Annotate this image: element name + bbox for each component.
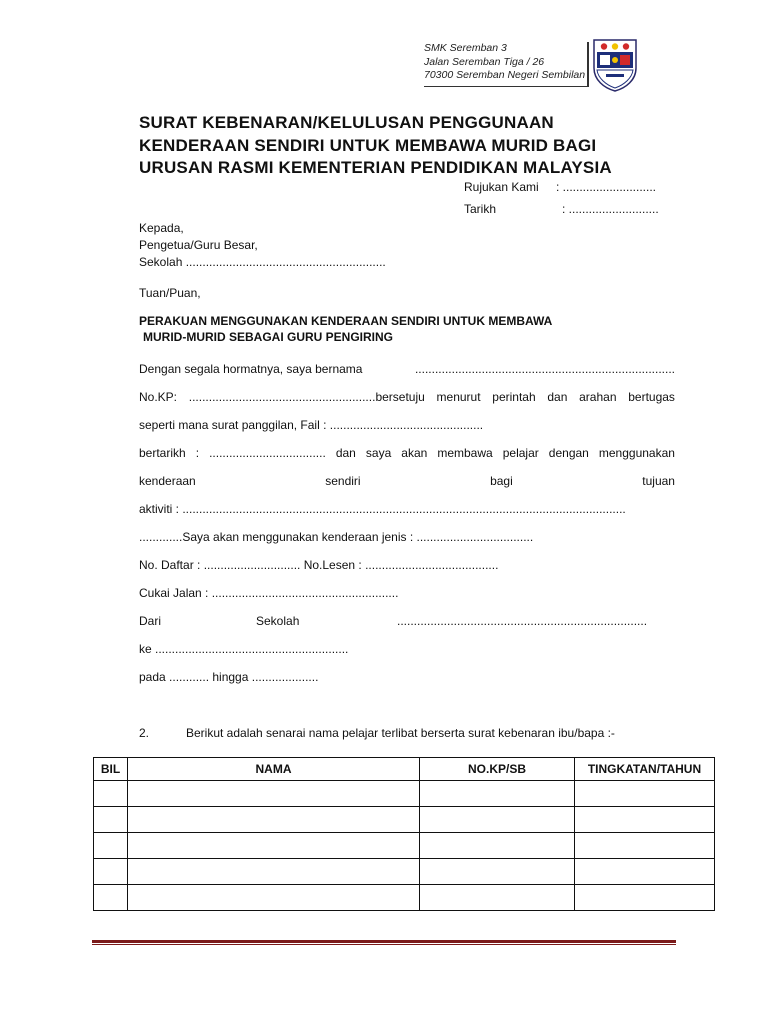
dari-label: Dari — [139, 614, 162, 628]
recipient-line-2: Pengetua/Guru Besar, — [139, 238, 258, 252]
footer-rule-thin — [92, 944, 676, 945]
table-cell[interactable] — [420, 885, 575, 911]
table-cell[interactable] — [128, 781, 420, 807]
body-word: perintah — [492, 390, 536, 404]
rujukan-label: Rujukan Kami — [464, 180, 539, 194]
title-line-3: URUSAN RASMI KEMENTERIAN PENDIDIKAN MALAYSIA — [139, 158, 612, 177]
table-cell[interactable] — [128, 859, 420, 885]
body-word: menurut — [436, 390, 481, 404]
body-word: dan — [547, 390, 568, 404]
school-address — [424, 42, 584, 83]
column-header-bil: BIL — [94, 758, 128, 781]
body-word: ........................................................bersetuju — [188, 390, 425, 404]
section-2-text: Berikut adalah senarai nama pelajar terlibat berserta surat kebenaran ibu/bapa :- — [186, 726, 615, 740]
body-word: No.KP: — [139, 390, 178, 404]
table-cell[interactable] — [94, 859, 128, 885]
address-line-2: Jalan Seremban Tiga / 26 — [424, 55, 545, 68]
body-word: bertarikh — [139, 446, 186, 460]
dari-fill: ........................................................................... — [397, 614, 648, 628]
table-row — [94, 859, 715, 885]
table-cell[interactable] — [94, 781, 128, 807]
body-line-3: seperti mana surat panggilan, Fail : .............................................. — [139, 418, 484, 432]
body-line-1 — [139, 362, 675, 376]
table-cell[interactable] — [128, 885, 420, 911]
address-divider — [587, 42, 589, 86]
table-cell[interactable] — [128, 833, 420, 859]
body-word: pelajar — [502, 446, 539, 460]
table-cell[interactable] — [420, 833, 575, 859]
body-word: bagi — [490, 474, 513, 488]
body-word: : — [195, 446, 200, 460]
tarikh-value: : ........................... — [562, 202, 659, 216]
column-header-nama: NAMA — [128, 758, 420, 781]
body-word: bertugas — [628, 390, 675, 404]
footer-rule-thick — [92, 940, 676, 943]
table-row — [94, 781, 715, 807]
body-word: akan — [401, 446, 428, 460]
body-line-2 — [139, 390, 675, 404]
table-cell[interactable] — [575, 859, 715, 885]
table-cell[interactable] — [575, 833, 715, 859]
subject-line-2: MURID-MURID SEBAGAI GURU PENGIRING — [143, 330, 394, 344]
body-word: arahan — [579, 390, 617, 404]
school-crest-icon — [592, 38, 638, 92]
table-cell[interactable] — [575, 885, 715, 911]
body-line-4 — [139, 446, 675, 460]
body-word: tujuan — [642, 474, 675, 488]
table-row — [94, 807, 715, 833]
tarikh-label: Tarikh — [464, 202, 497, 216]
table-cell[interactable] — [420, 807, 575, 833]
body-word: membawa — [437, 446, 493, 460]
title-line-1: SURAT KEBENARAN/KELULUSAN PENGGUNAAN — [139, 113, 554, 132]
letter-title — [139, 112, 699, 180]
body-word: dan — [335, 446, 356, 460]
body-line-5 — [139, 474, 675, 488]
table-header-row — [94, 758, 715, 781]
rujukan-value: : ............................ — [556, 180, 657, 194]
body-word: sendiri — [325, 474, 361, 488]
address-underline — [424, 86, 589, 87]
body-line-8: No. Daftar : ............................. No.Lesen : ........................................ — [139, 558, 499, 572]
body-word: saya — [365, 446, 392, 460]
table-cell[interactable] — [94, 807, 128, 833]
body-line-6: aktiviti : ..................................................................................................................................... — [139, 502, 626, 516]
recipient-line-3: Sekolah ............................................................ — [139, 255, 386, 269]
title-line-2: KENDERAAN SENDIRI UNTUK MEMBAWA MURID BAGI — [139, 135, 597, 155]
section-2-number: 2. — [139, 726, 150, 740]
address-line-1: SMK Seremban 3 — [424, 42, 507, 54]
body-word: dengan — [548, 446, 589, 460]
table-cell[interactable] — [420, 781, 575, 807]
table-cell[interactable] — [94, 885, 128, 911]
table-cell[interactable] — [420, 859, 575, 885]
body-word: menggunakan — [598, 446, 675, 460]
column-header-tingkatan: TINGKATAN/TAHUN — [575, 758, 715, 781]
column-header-nokp: NO.KP/SB — [420, 758, 575, 781]
recipient-line-1: Kepada, — [139, 221, 184, 235]
subject-line-1: PERAKUAN MENGGUNAKAN KENDERAAN SENDIRI UNTUK MEMBAWA — [139, 314, 553, 328]
body-line-11: ke .......................................................... — [139, 642, 349, 656]
table-cell[interactable] — [94, 833, 128, 859]
table-cell[interactable] — [575, 807, 715, 833]
body-line-7: .............Saya akan menggunakan kenderaan jenis : ................................... — [139, 530, 534, 544]
body-text: Dengan segala hormatnya, saya bernama — [139, 362, 363, 376]
table-row — [94, 885, 715, 911]
body-word: kenderaan — [139, 474, 196, 488]
body-word: ................................... — [209, 446, 326, 460]
body-line-12: pada ............ hingga .................... — [139, 670, 319, 684]
sekolah-label: Sekolah — [256, 614, 300, 628]
body-line-9: Cukai Jalan : ........................................................ — [139, 586, 399, 600]
table-cell[interactable] — [128, 807, 420, 833]
table-row — [94, 833, 715, 859]
body-fill: .............................................................................. — [414, 362, 675, 376]
address-line-3: 70300 Seremban Negeri Sembilan — [424, 69, 586, 81]
salutation: Tuan/Puan, — [139, 286, 201, 300]
student-list-table — [93, 757, 715, 911]
table-cell[interactable] — [575, 781, 715, 807]
